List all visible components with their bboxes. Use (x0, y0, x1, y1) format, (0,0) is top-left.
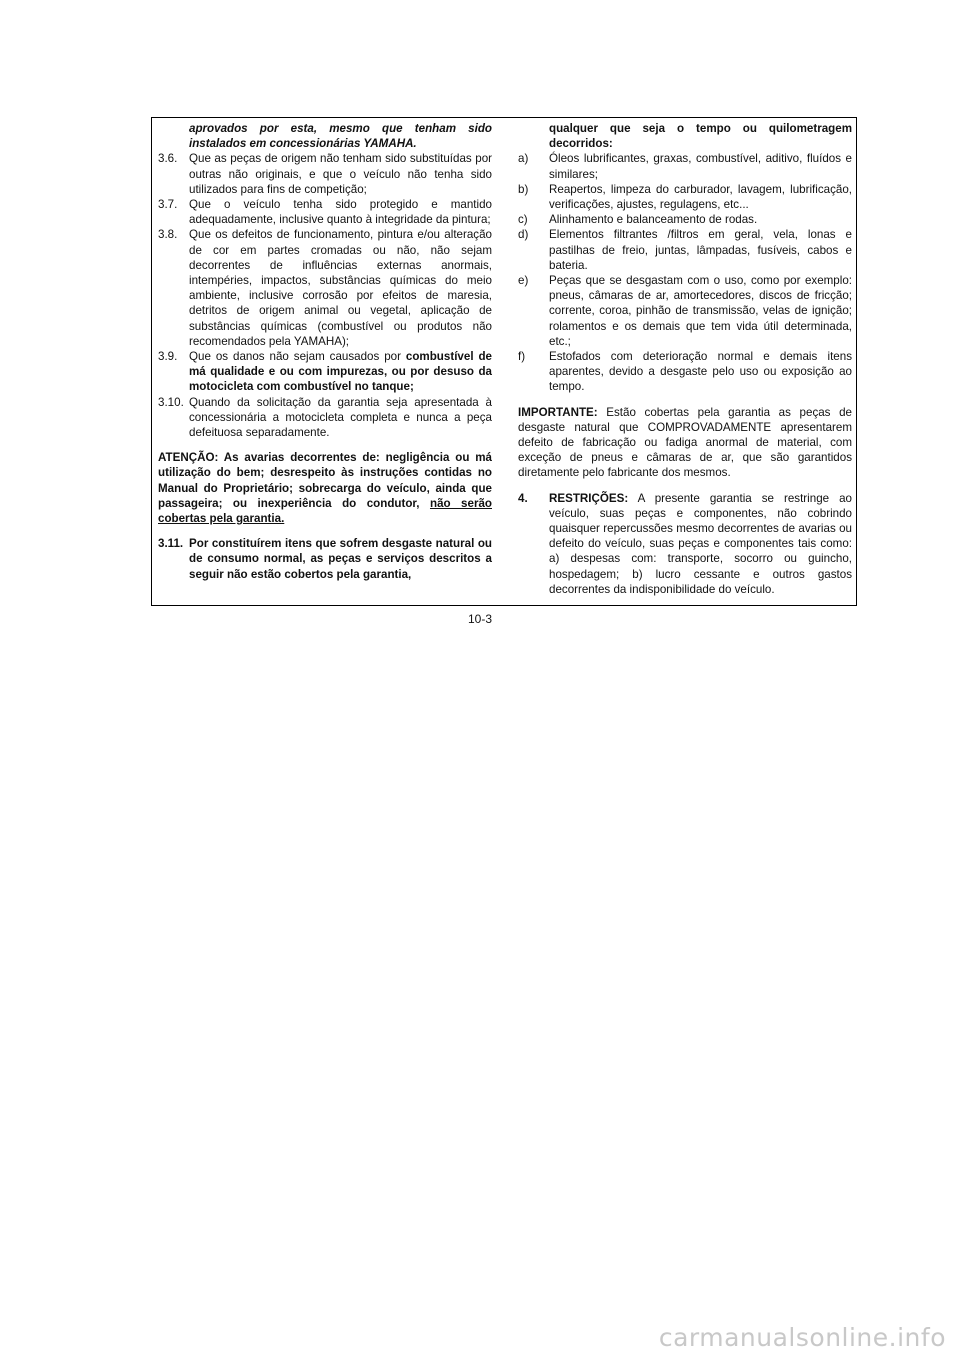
atencao-underlined: não serão cobertas pela garantia. (158, 496, 492, 526)
item-number: 3.10. (158, 395, 184, 409)
item-3-8 (158, 227, 492, 349)
item-number: 3.8. (158, 228, 178, 242)
list-item-b (518, 182, 852, 212)
right-column (518, 121, 852, 597)
importante-text: Estão cobertas pela garantia as peças de desgaste natural que COMPROVADAMENTE apresentarem defeito de fabricação ou fadiga anormal de material, com exceção de pneus e câmaras de ar, que são garantidos diretamente pelo fabricante dos mesmos. (518, 405, 852, 480)
item-letter: a) (518, 152, 529, 166)
item-text-wrap (189, 349, 492, 395)
restricoes-text: A presente garantia se restringe ao veículo, suas peças e componentes, não cobrindo quaisquer repercussões mesmo decorrentes de avarias ou defeito do veículo, suas peças e componentes tais como: a) despesas com: transporte, socorro ou guincho, hospedagem; b) lucro cessante e outros gastos decorrentes da indisponibilidade do veículo. (549, 491, 852, 596)
section-number: 4. (518, 491, 528, 505)
atencao-paragraph (158, 450, 492, 526)
item-text: Quando da solicitação da garantia seja apresentada à concessionária a motocicleta completa e nunca a peça defeituosa separadamente. (189, 395, 492, 440)
item-number: 3.9. (158, 350, 178, 364)
item-letter: e) (518, 274, 529, 288)
item-text: Que as peças de origem não tenham sido substituídas por outras não originais, e que o veículo não tenha sido utilizados para fins de competição; (189, 152, 492, 196)
item-text: Estofados com deterioração normal e demais itens aparentes, devido a desgaste pelo uso ou exposição ao tempo. (549, 350, 852, 394)
item-letter: d) (518, 228, 529, 242)
item-text: Elementos filtrantes /filtros em geral, vela, lonas e pastilhas de freio, juntas, lâmpadas, fusíveis, cabos e bateria. (549, 228, 852, 272)
list-item-d (518, 227, 852, 273)
item-letter: f) (518, 350, 526, 364)
item-3-9 (158, 349, 492, 395)
item-3-11-continuation: qualquer que seja o tempo ou quilometragem decorridos: (549, 122, 852, 151)
list-item-c (518, 212, 852, 227)
left-column (158, 121, 492, 582)
item-3-6 (158, 151, 492, 197)
intro-continuation: aprovados por esta, mesmo que tenham sido instalados em concessionárias YAMAHA. (189, 122, 492, 151)
item-number: 3.6. (158, 152, 178, 166)
item-3-11 (158, 536, 492, 582)
restricoes-label: RESTRIÇÕES: (549, 491, 629, 505)
restricoes-text-wrap (549, 491, 852, 597)
item-number: 3.11. (158, 537, 184, 551)
item-letter: b) (518, 182, 529, 196)
page-number: 10-3 (467, 612, 493, 626)
item-text: Alinhamento e balanceamento de rodas. (549, 213, 758, 227)
item-text: Que os defeitos de funcionamento, pintura e/ou alteração de cor em partes cromadas ou não, não sejam decorrentes de influências externas anormais, intempéries, impactos, substâncias químicas do meio ambiente, inclusive corrosão por efeitos de maresia, detritos de origem animal ou vegetal, aplicação de substâncias químicas (combustível ou produtos não recomendados pela YAMAHA); (189, 228, 492, 348)
item-number: 3.7. (158, 198, 178, 212)
list-item-e (518, 273, 852, 349)
item-3-10 (158, 395, 492, 441)
list-item-a (518, 151, 852, 181)
watermark: carmanualsonline.info (658, 1323, 946, 1352)
item-text: Que o veículo tenha sido protegido e mantido adequadamente, inclusive quanto à integridade da pintura; (189, 198, 492, 227)
importante-paragraph (518, 405, 852, 481)
item-letter: c) (518, 213, 528, 227)
item-text: Reapertos, limpeza do carburador, lavagem, lubrificação, verificações, ajustes, regulagens, etc... (549, 182, 852, 212)
item-text: Por constituírem itens que sofrem desgaste natural ou de consumo normal, as peças e serviços descritos a seguir não estão cobertos pela garantia, (189, 537, 492, 581)
atencao-text: ATENÇÃO: As avarias decorrentes de: negligência ou má utilização do bem; desrespeito às instruções contidas no Manual do Proprietário; sobrecarga do veículo, ainda que passageira; ou inexperiência do condutor, (158, 451, 492, 510)
section-4-restricoes (518, 491, 852, 597)
item-text-bold: combustível de má qualidade e ou com impurezas, ou por desuso da motocicleta com combustível no tanque; (189, 350, 492, 394)
warranty-text-frame (151, 117, 857, 606)
importante-label: IMPORTANTE: (518, 405, 598, 419)
item-3-7 (158, 197, 492, 227)
list-item-f (518, 349, 852, 395)
item-text: Óleos lubrificantes, graxas, combustível, aditivo, fluídos e similares; (549, 152, 852, 181)
item-text: Que os danos não sejam causados por (189, 350, 406, 364)
item-text: Peças que se desgastam com o uso, como por exemplo: pneus, câmaras de ar, amortecedores, discos de fricção; corrente, coroa, pinhão de transmissão, velas de ignição; rolamentos e os demais que tem vida útil determinada, etc.; (549, 274, 852, 348)
